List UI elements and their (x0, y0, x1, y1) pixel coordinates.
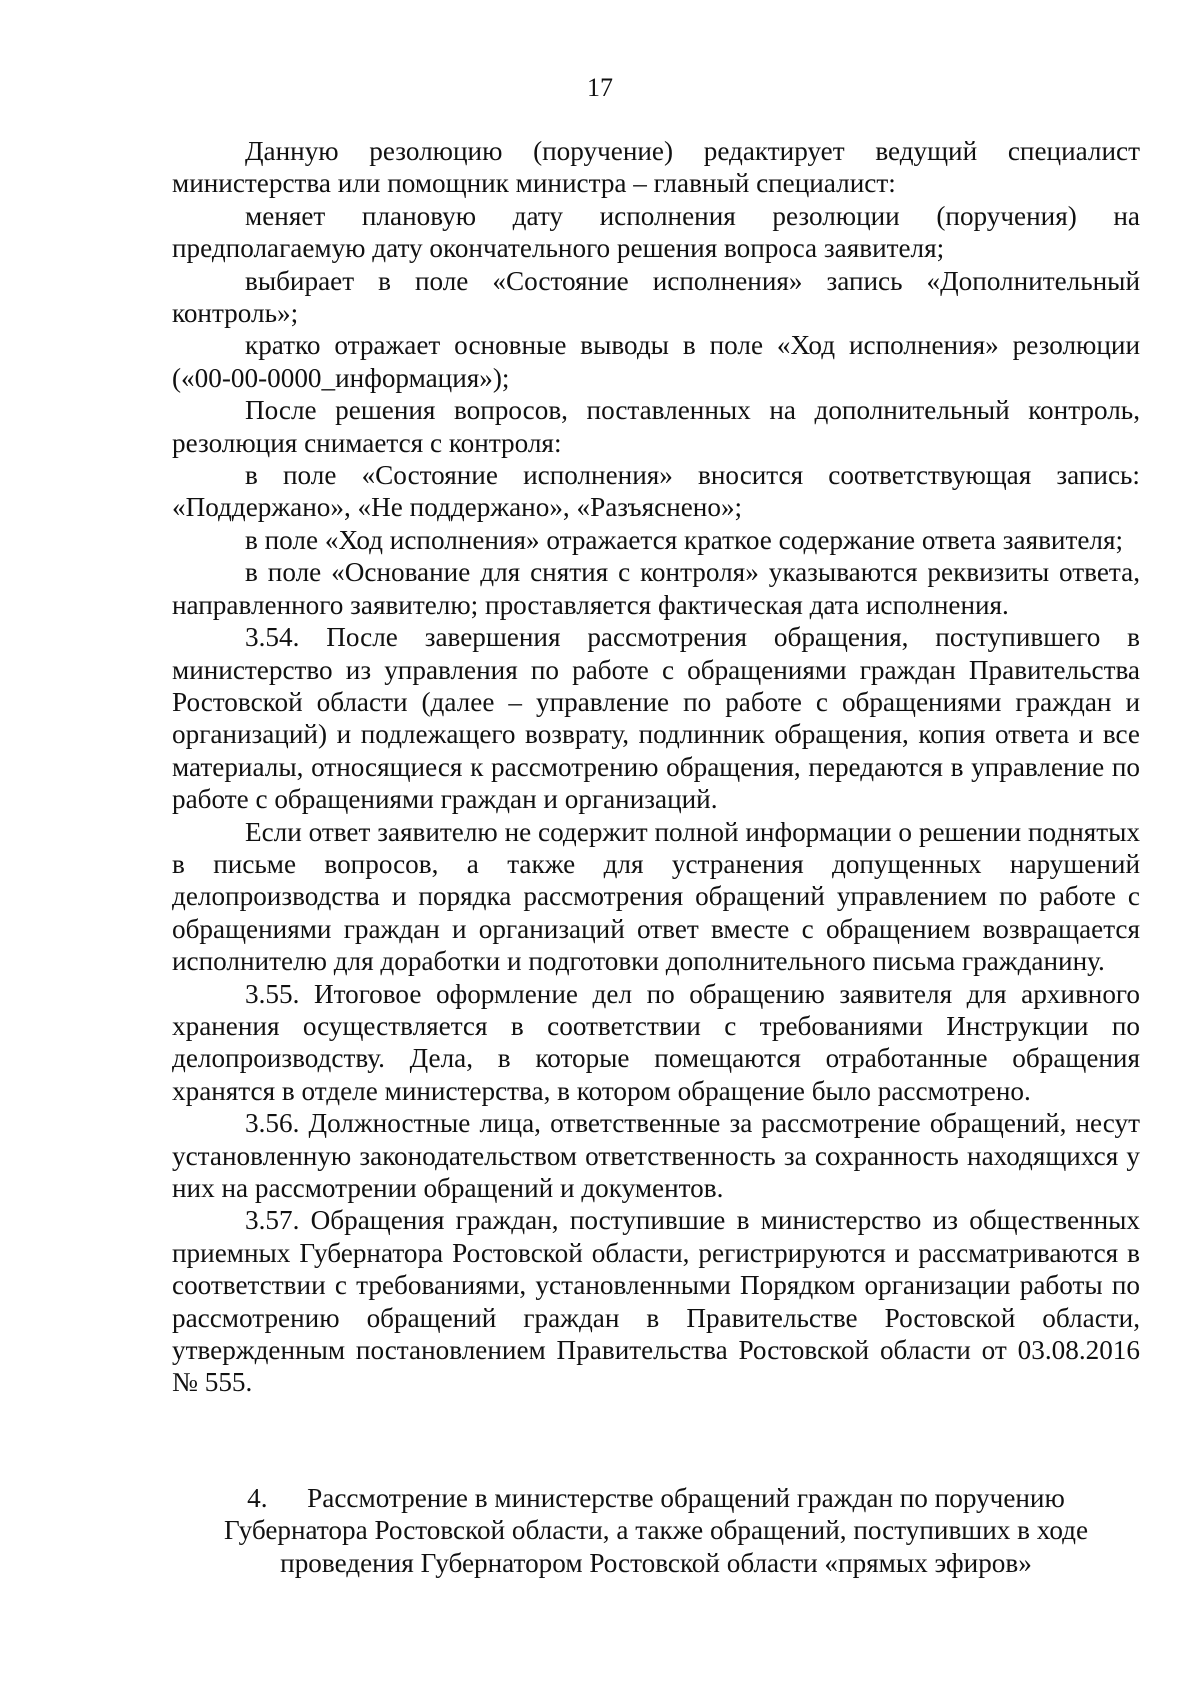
paragraph: в поле «Ход исполнения» отражается краткое содержание ответа заявителя; (245, 524, 1124, 555)
paragraph: После решения вопросов, поставленных на дополнительный контроль, резолюция снимается с контроля: (172, 395, 1140, 458)
section-title: Рассмотрение в министерстве обращений граждан по поручению Губернатора Ростовской области, а также обращений, поступивших в ходе проведения Губернатором Ростовской области «прямых эфиров» (223, 1483, 1089, 1578)
paragraph: кратко отражает основные выводы в поле «Ход исполнения» резолюции («00-00-0000_информация»); (172, 330, 1140, 393)
paragraph: Данную резолюцию (поручение) редактирует ведущий специалист министерства или помощник министра – главный специалист: (172, 136, 1140, 199)
paragraph: Если ответ заявителю не содержит полной информации о решении поднятых в письме вопросов, а также для устранения допущенных нарушений делопроизводства и порядка рассмотрения обращений управлением по работе с обращениями граждан и организаций ответ вместе с обращением возвращается исполнителю для доработки и подготовки дополнительного письма гражданину. (172, 816, 1140, 977)
paragraph: выбирает в поле «Состояние исполнения» запись «Дополнительный контроль»; (172, 265, 1140, 329)
paragraph: 3.55. Итоговое оформление дел по обращению заявителя для архивного хранения осуществляется в соответствии с требованиями Инструкции по делопроизводству. Дела, в которые помещаются отработанные обращения хранятся в отделе министерства, в котором обращение было рассмотрено. (172, 978, 1140, 1106)
document-body (172, 135, 1140, 1399)
paragraph: 3.54. После завершения рассмотрения обращения, поступившего в министерство из управления по работе с обращениями граждан Правительства Ростовской области (далее – управление по работе с обращениями граждан и организаций) и подлежащего возврату, подлинник обращения, копия ответа и все материалы, относящиеся к рассмотрению обращения, передаются в управление по работе с обращениями граждан и организаций. (172, 622, 1140, 815)
paragraph: в поле «Состояние исполнения» вносится соответствующая запись: «Поддержано», «Не поддержано», «Разъяснено»; (172, 460, 1140, 523)
page-number: 17 (587, 73, 613, 102)
section-heading (172, 1482, 1140, 1579)
paragraph: меняет плановую дату исполнения резолюции (поручения) на предполагаемую дату окончательного решения вопроса заявителя; (172, 200, 1140, 264)
paragraph: 3.56. Должностные лица, ответственные за рассмотрение обращений, несут установленную законодательством ответственность за сохранность находящихся у них на рассмотрении обращений и документов. (172, 1108, 1140, 1203)
paragraph: 3.57. Обращения граждан, поступившие в министерство из общественных приемных Губернатора Ростовской области, регистрируются и рассматриваются в соответствии с требованиями, установленными Порядком организации работы по рассмотрению обращений граждан в Правительстве Ростовской области, утвержденным постановлением Правительства Ростовской области от 03.08.2016 № 555. (172, 1205, 1140, 1398)
section-number: 4. (247, 1483, 268, 1513)
paragraph: в поле «Основание для снятия с контроля» указываются реквизиты ответа, направленного заявителю; проставляется фактическая дата исполнения. (172, 557, 1140, 620)
